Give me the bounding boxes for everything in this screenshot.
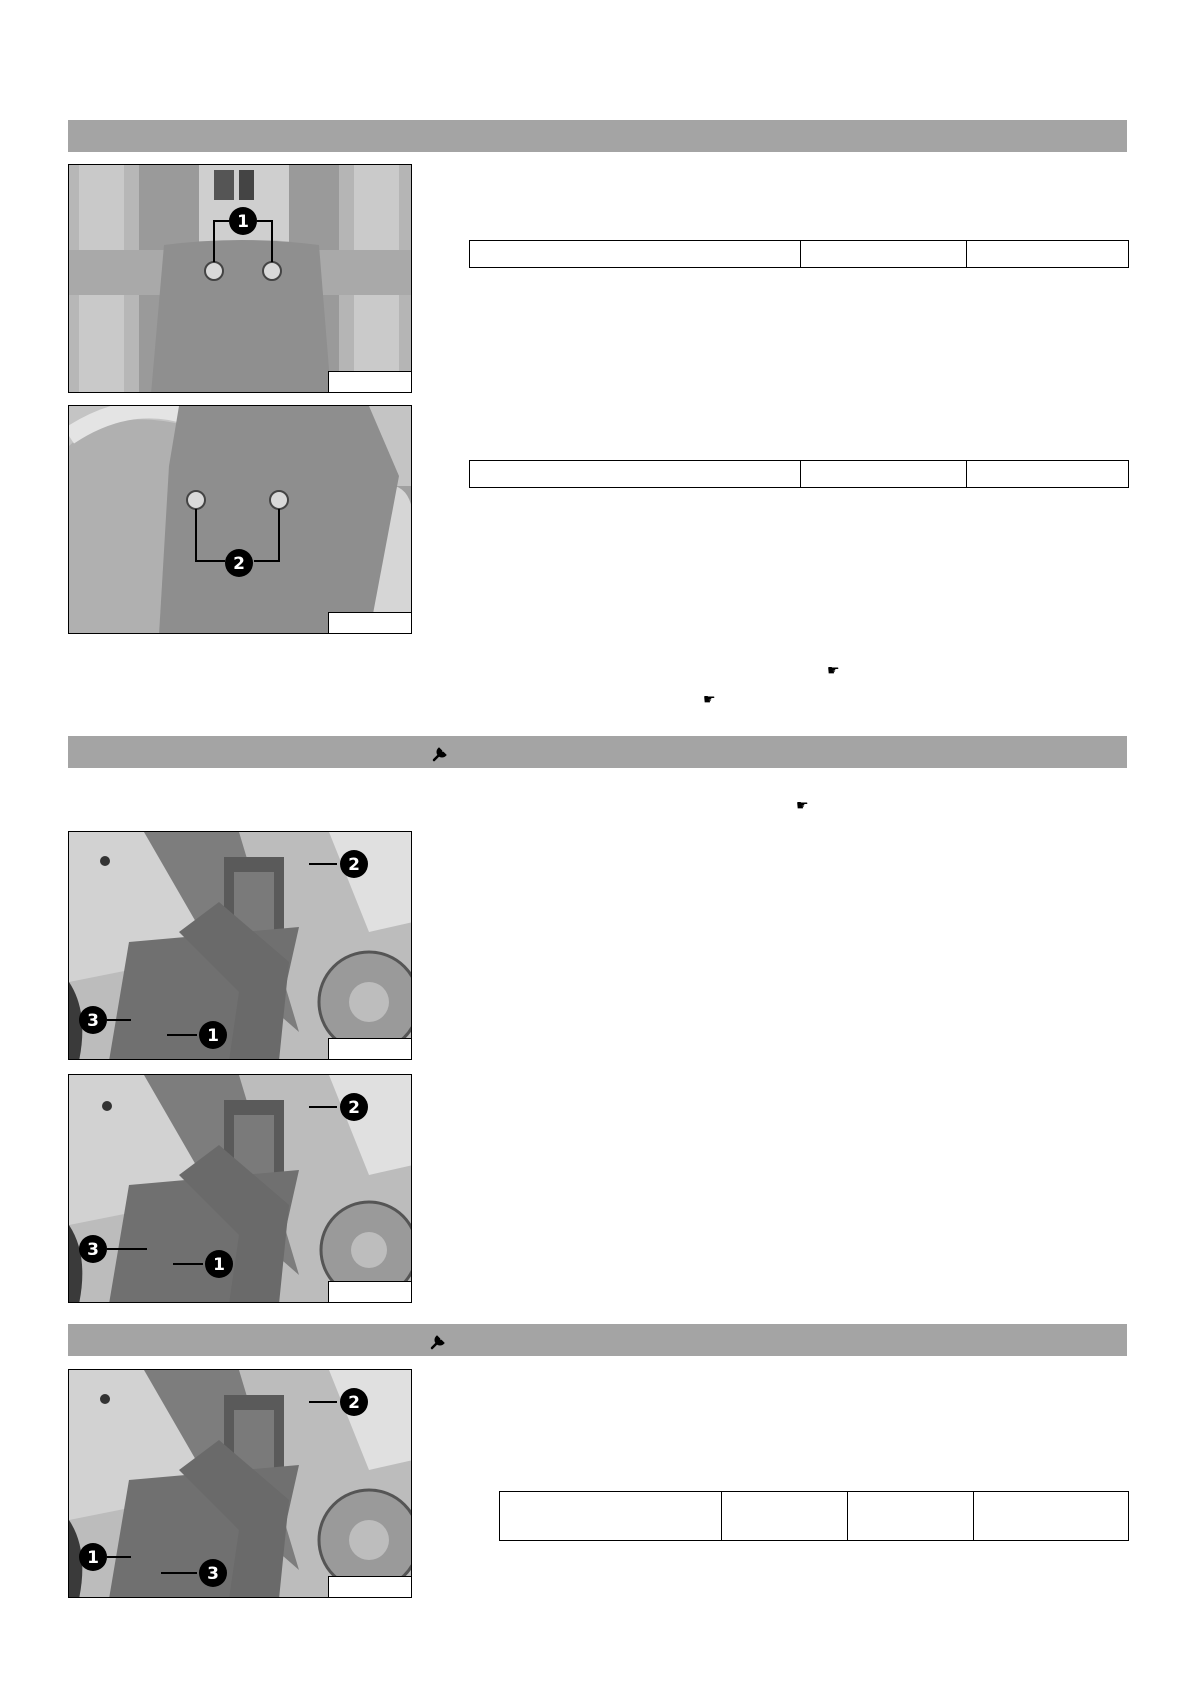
- photo-shock-absorber-install: [68, 1369, 412, 1598]
- figure-number-tag: [328, 612, 411, 633]
- pointing-hand-icon: ☛: [827, 663, 840, 679]
- photo-shock-absorber-removed: [68, 1074, 412, 1303]
- photo-headlight-mask-upper-screws: [68, 164, 412, 393]
- section-header-bar-1: [68, 120, 1127, 152]
- photo-headlight-mask-lower-screws: [68, 405, 412, 634]
- spec-table-1: [469, 240, 1129, 268]
- callout-2: 2: [233, 554, 245, 574]
- figure-number-tag: [328, 1038, 411, 1059]
- callout-2: 2: [348, 1098, 360, 1118]
- figure-number-tag: [328, 371, 411, 392]
- callout-2: 2: [348, 1393, 360, 1413]
- callout-3: 3: [87, 1240, 99, 1260]
- wrench-icon: [432, 746, 448, 762]
- section-header-bar-3: [68, 1324, 1127, 1356]
- wrench-icon: [430, 1334, 446, 1350]
- figure-number-tag: [328, 1281, 411, 1302]
- callout-1: 1: [87, 1548, 99, 1568]
- pointing-hand-icon: ☛: [796, 798, 809, 814]
- callout-1: 1: [213, 1255, 225, 1275]
- callout-1: 1: [207, 1026, 219, 1046]
- figure-number-tag: [328, 1576, 411, 1597]
- pointing-hand-icon: ☛: [703, 692, 716, 708]
- section-header-bar-2: [68, 736, 1127, 768]
- callout-3: 3: [87, 1011, 99, 1031]
- spec-table-2: [469, 460, 1129, 488]
- callout-2: 2: [348, 855, 360, 875]
- callout-3: 3: [207, 1564, 219, 1584]
- callout-1: 1: [237, 212, 249, 232]
- photo-shock-absorber-top: [68, 831, 412, 1060]
- spec-table-3: [499, 1491, 1129, 1541]
